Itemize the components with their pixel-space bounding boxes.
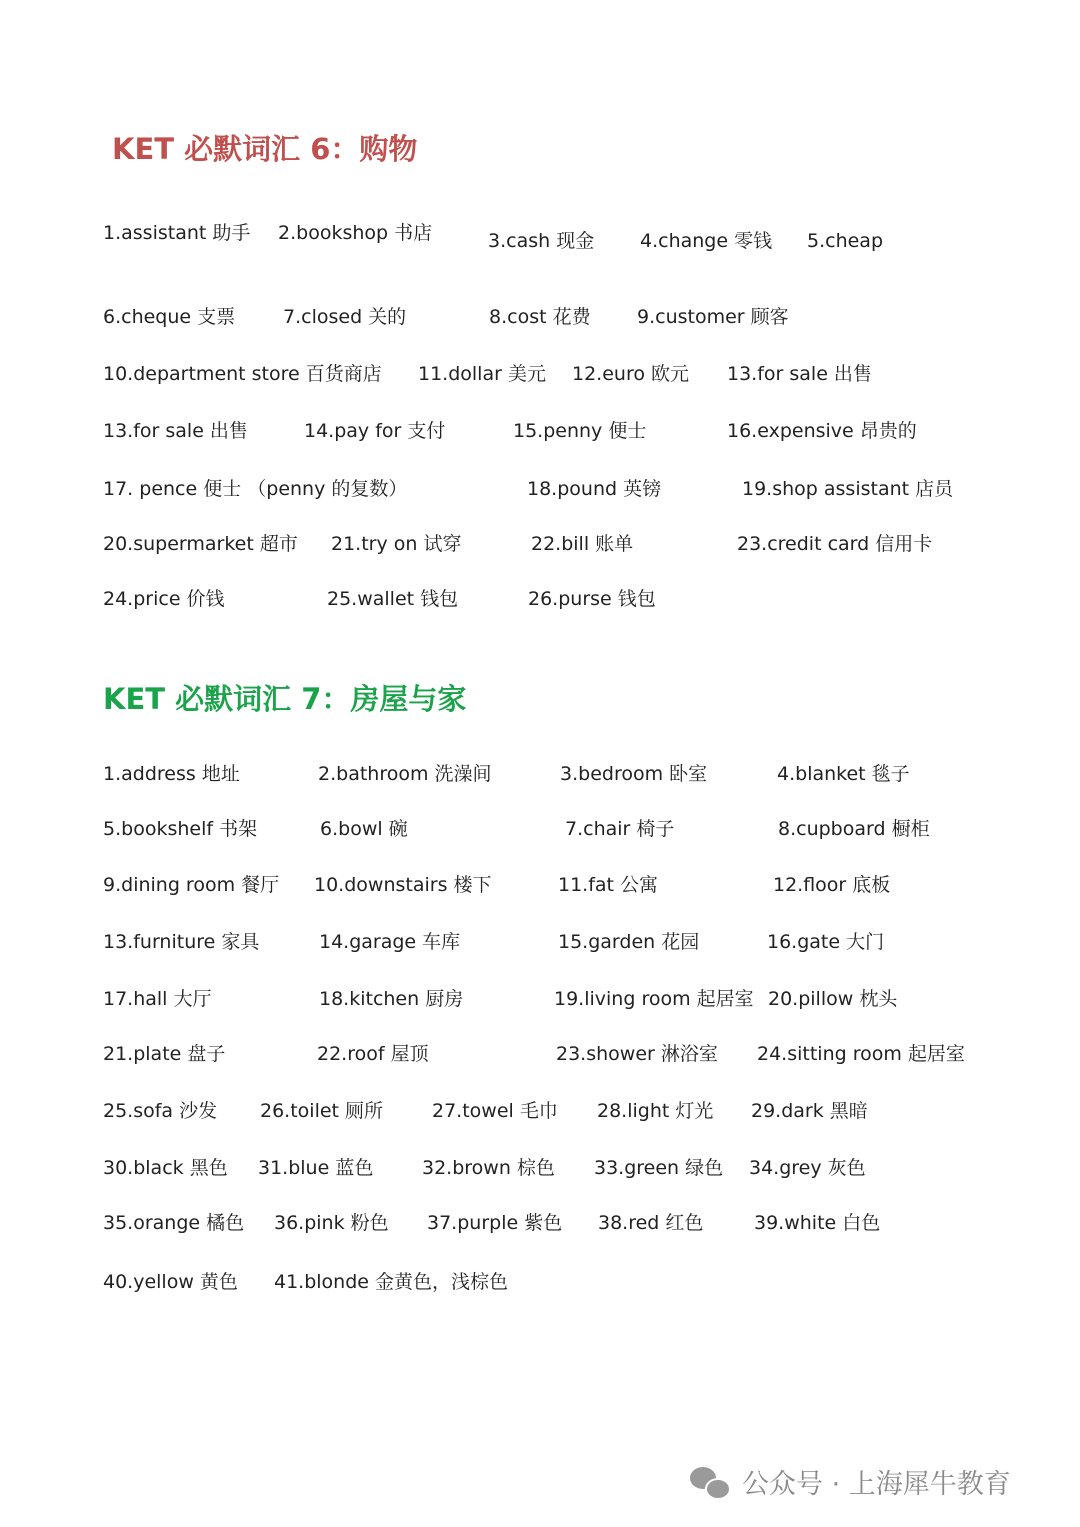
vocab-item: 23.credit card 信用卡: [737, 533, 933, 555]
vocab-item: 9.dining room 餐厅: [103, 874, 280, 896]
vocab-item: 32.brown 棕色: [422, 1157, 555, 1179]
vocab-item: 4.blanket 毯子: [777, 763, 910, 785]
wechat-icon: [690, 1465, 730, 1499]
vocab-item: 35.orange 橘色: [103, 1212, 245, 1234]
vocab-item: 16.expensive 昂贵的: [727, 420, 917, 442]
vocab-item: 34.grey 灰色: [749, 1157, 866, 1179]
watermark-text: 公众号 · 上海犀牛教育: [742, 1469, 1011, 1500]
vocab-item: 6.bowl 碗: [320, 818, 408, 840]
section7-title: KET 必默词汇 7：房屋与家: [103, 682, 467, 716]
vocab-item: 10.downstairs 楼下: [314, 874, 492, 896]
vocab-item: 21.plate 盘子: [103, 1043, 226, 1065]
vocab-item: 14.garage 车库: [319, 931, 461, 953]
vocab-item: 13.for sale 出售: [103, 420, 248, 442]
vocab-item: 6.cheque 支票: [103, 306, 236, 328]
vocab-item: 8.cost 花费: [489, 306, 591, 328]
vocab-item: 38.red 红色: [598, 1212, 704, 1234]
vocab-item: 26.toilet 厕所: [260, 1100, 384, 1122]
vocab-item: 9.customer 顾客: [637, 306, 789, 328]
vocab-item: 25.wallet 钱包: [327, 588, 459, 610]
watermark: [690, 1462, 1011, 1501]
vocab-item: 15.garden 花园: [558, 931, 700, 953]
vocab-item: 12.euro 欧元: [572, 363, 690, 385]
vocab-item: 14.pay for 支付: [304, 420, 446, 442]
vocab-item: 25.sofa 沙发: [103, 1100, 218, 1122]
vocab-item: 21.try on 试穿: [331, 533, 462, 555]
vocab-item: 18.pound 英镑: [527, 478, 662, 500]
vocab-item: 2.bathroom 洗澡间: [318, 763, 492, 785]
vocab-item: 7.closed 关的: [283, 306, 407, 328]
vocab-item: 12.floor 底板: [773, 874, 891, 896]
vocab-item: 19.shop assistant 店员: [742, 478, 954, 500]
vocab-item: 5.cheap: [807, 230, 884, 252]
vocab-item: 18.kitchen 厨房: [319, 988, 464, 1010]
vocab-item: 8.cupboard 橱柜: [778, 818, 930, 840]
vocab-item: 20.pillow 枕头: [768, 988, 898, 1010]
vocab-item: 15.penny 便士: [513, 420, 647, 442]
vocab-item: 40.yellow 黄色: [103, 1271, 238, 1293]
vocab-item: 17.hall 大厅: [103, 988, 212, 1010]
vocab-item: 1.address 地址: [103, 763, 240, 785]
vocab-item: 16.gate 大门: [767, 931, 885, 953]
vocab-item: 30.black 黑色: [103, 1157, 228, 1179]
vocab-item: 24.price 价钱: [103, 588, 225, 610]
vocab-item: 1.assistant 助手: [103, 222, 251, 244]
vocab-item: 3.bedroom 卧室: [560, 763, 708, 785]
vocab-item: 37.purple 紫色: [427, 1212, 563, 1234]
vocab-item: 31.blue 蓝色: [258, 1157, 374, 1179]
vocab-item: 7.chair 椅子: [565, 818, 675, 840]
vocab-item: 11.fat 公寓: [558, 874, 659, 896]
vocab-item: 26.purse 钱包: [528, 588, 656, 610]
vocab-item: 13.for sale 出售: [727, 363, 872, 385]
vocab-item: 24.sitting room 起居室: [757, 1043, 965, 1065]
vocab-item: 2.bookshop 书店: [278, 222, 433, 244]
vocab-item: 22.roof 屋顶: [317, 1043, 429, 1065]
vocab-item: 36.pink 粉色: [274, 1212, 389, 1234]
vocab-item: 27.towel 毛巾: [432, 1100, 558, 1122]
vocab-item: 5.bookshelf 书架: [103, 818, 258, 840]
vocab-item: 19.living room 起居室: [554, 988, 754, 1010]
vocab-item: 3.cash 现金: [488, 230, 595, 252]
vocab-item: 29.dark 黑暗: [751, 1100, 868, 1122]
vocab-item: 33.green 绿色: [594, 1157, 724, 1179]
vocab-item: 11.dollar 美元: [418, 363, 546, 385]
vocab-item: 22.bill 账单: [531, 533, 634, 555]
vocab-item: 13.furniture 家具: [103, 931, 260, 953]
vocab-item: 20.supermarket 超市: [103, 533, 298, 555]
vocab-item: 10.department store 百货商店: [103, 363, 382, 385]
vocab-item: 41.blonde 金黄色，浅棕色: [274, 1271, 509, 1293]
vocab-item: 17. pence 便士 （penny 的复数）: [103, 478, 408, 500]
vocab-item: 4.change 零钱: [640, 230, 773, 252]
vocab-item: 23.shower 淋浴室: [556, 1043, 718, 1065]
vocab-item: 28.light 灯光: [597, 1100, 714, 1122]
section6-title: KET 必默词汇 6：购物: [112, 132, 418, 166]
vocab-item: 39.white 白色: [754, 1212, 881, 1234]
